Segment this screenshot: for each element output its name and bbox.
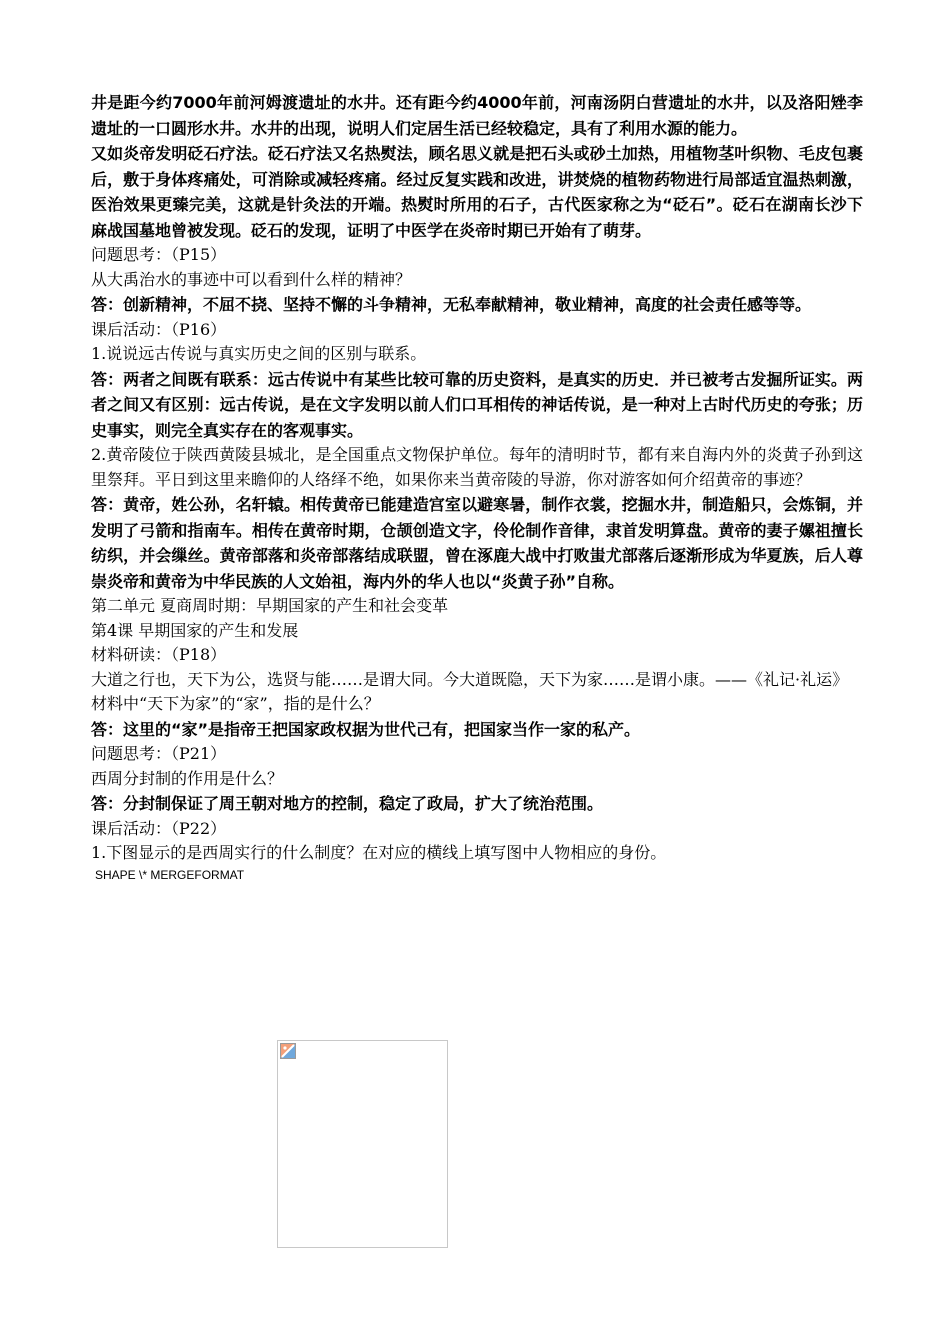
paragraph-10: 答：黄帝，姓公孙，名轩辕。相传黄帝已能建造宫室以避寒暑，制作衣裳，挖掘水井，制造船只，会炼铜，并发明了弓箭和指南车。相传在黄帝时期，仓颉创造文字，伶伦制作音律，隶首发明算盘。黄帝的妻子嫘祖擅长纺织，并会缫丝。黄帝部落和炎帝部落结成联盟，曾在涿鹿大战中打败蚩尤部落后逐渐形成为华夏族，后人尊崇炎帝和黄帝为中华民族的人文始祖，海内外的华人也以“炎黄子孙”自称。 (91, 495, 863, 591)
paragraph-19: 答：分封制保证了周王朝对地方的控制，稳定了政局，扩大了统治范围。 (91, 794, 604, 813)
paragraph-14: 大道之行也，天下为公，选贤与能……是谓大同。今大道既隐，天下为家……是谓小康。——《礼记·礼运》 (91, 669, 849, 689)
paragraph-18: 西周分封制的作用是什么？ (91, 768, 284, 788)
paragraph-20: 课后活动：（P22） (91, 818, 227, 838)
paragraph-2: 又如炎帝发明砭石疗法。砭石疗法又名热熨法，顾名思义就是把石头或砂土加热，用植物茎叶织物、毛皮包裹后，敷于身体疼痛处，可消除或减轻疼痛。经过反复实践和改进，讲焚烧的植物药物进行局部适宜温热刺激，医治效果更臻完美，这就是针灸法的开端。热熨时所用的石子，古代医家称之为“砭石”。砭石在湖南长沙下麻战国墓地曾被发现。砭石的发现，证明了中医学在炎帝时期已开始有了萌芽。 (91, 144, 863, 240)
paragraph-7: 1.说说远古传说与真实历史之间的区别与联系。 (91, 344, 427, 363)
paragraph-12: 第4课 早期国家的产生和发展 (91, 620, 299, 640)
image-placeholder (277, 1040, 448, 1248)
paragraph-3: 问题思考：（P15） (91, 245, 227, 264)
paragraph-11: 第二单元 夏商周时期：早期国家的产生和社会变革 (91, 596, 449, 615)
broken-image-icon (280, 1043, 296, 1059)
paragraph-5: 答：创新精神，不屈不挠、坚持不懈的斗争精神，无私奉献精神，敬业精神，高度的社会责任感等等。 (91, 295, 812, 314)
paragraph-4: 从大禹治水的事迹中可以看到什么样的精神？ (91, 269, 412, 289)
document-body (91, 90, 863, 882)
paragraph-16: 答：这里的“家”是指帝王把国家政权据为世代己有，把国家当作一家的私产。 (91, 719, 641, 739)
shape-field-code: SHAPE \* MERGEFORMAT (95, 867, 245, 882)
paragraph-1: 井是距今约7000年前河姆渡遗址的水井。还有距今约4000年前，河南汤阴白营遗址的水井，以及洛阳矬李遗址的一口圆形水井。水井的出现，说明人们定居生活已经较稳定，具有了利用水源的能力。 (91, 93, 863, 138)
paragraph-21: 1.下图显示的是西周实行的什么制度？在对应的横线上填写图中人物相应的身份。 (91, 843, 667, 862)
paragraph-6: 课后活动：（P16） (91, 319, 227, 339)
paragraph-15: 材料中“天下为家”的“家”，指的是什么？ (91, 694, 380, 713)
paragraph-17: 问题思考：（P21） (91, 744, 227, 763)
paragraph-9: 2.黄帝陵位于陕西黄陵县城北，是全国重点文物保护单位。每年的清明时节，都有来自海内外的炎黄子孙到这里祭拜。平日到这里来瞻仰的人络绎不绝，如果你来当黄帝陵的导游，你对游客如何介绍黄帝的事迹？ (91, 445, 863, 489)
paragraph-13: 材料研读：（P18） (91, 645, 227, 664)
paragraph-8: 答：两者之间既有联系：远古传说中有某些比较可靠的历史资料，是真实的历史．并已被考古发掘所证实。两者之间又有区别：远古传说，是在文字发明以前人们口耳相传的神话传说，是一种对上古时代历史的夸张；历史事实，则完全真实存在的客观事实。 (91, 369, 863, 440)
